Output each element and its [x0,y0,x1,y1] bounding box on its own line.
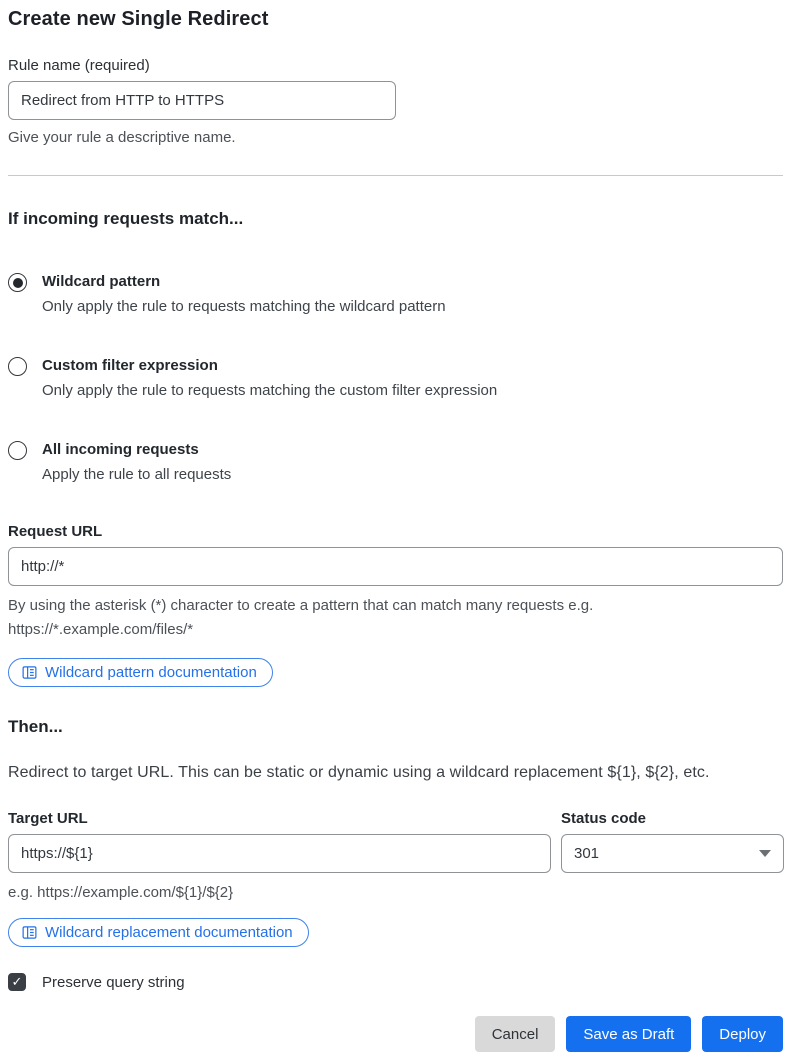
preserve-query-checkbox[interactable] [8,973,26,991]
chevron-down-icon [759,850,771,857]
target-row [8,810,783,947]
radio-description-all-requests: Apply the rule to all requests [42,466,232,483]
radio-button-all-requests[interactable] [8,441,27,460]
target-url-help: e.g. https://example.com/${1}/${2} [8,884,234,901]
check-icon: ✓ [11,974,23,989]
radio-description-custom-filter: Only apply the rule to requests matching the custom filter expression [42,382,498,399]
cancel-button[interactable]: Cancel [475,1016,556,1052]
request-url-help-line2: https://*.example.com/files/* [8,621,194,638]
rule-name-input[interactable] [8,81,396,120]
match-type-radio-group [8,271,783,487]
radio-description-wildcard-pattern: Only apply the rule to requests matching the wildcard pattern [42,298,446,315]
match-section-heading: If incoming requests match... [8,209,244,228]
then-section-description: Redirect to target URL. This can be static or dynamic using a wildcard replacement ${1}, ${2}, etc. [8,764,710,781]
request-url-block [8,523,783,687]
wildcard-pattern-doc-button[interactable] [8,658,273,687]
status-code-label: Status code [561,810,647,827]
deploy-button[interactable]: Deploy [702,1016,783,1052]
preserve-query-row[interactable] [8,973,783,991]
then-section-heading: Then... [8,717,63,736]
footer-actions [8,1016,783,1052]
wildcard-replacement-doc-button-label: Wildcard replacement documentation [45,923,293,941]
radio-label-wildcard-pattern[interactable]: Wildcard pattern [42,273,161,290]
request-url-help [8,594,783,642]
section-divider [8,175,783,176]
preserve-query-label[interactable]: Preserve query string [42,973,185,991]
book-icon [22,665,37,680]
request-url-input[interactable] [8,547,783,586]
radio-button-wildcard-pattern[interactable] [8,273,27,292]
status-code-select[interactable] [561,834,784,873]
radio-label-all-requests[interactable]: All incoming requests [42,441,199,458]
radio-button-custom-filter[interactable] [8,357,27,376]
request-url-label: Request URL [8,523,103,540]
status-code-selected-value: 301 [574,845,600,862]
rule-name-help: Give your rule a descriptive name. [8,129,236,146]
radio-label-custom-filter[interactable]: Custom filter expression [42,357,218,374]
wildcard-pattern-doc-button-label: Wildcard pattern documentation [45,663,257,681]
rule-name-label: Rule name (required) [8,57,150,74]
wildcard-replacement-doc-button[interactable] [8,918,309,947]
page-title: Create new Single Redirect [8,8,269,30]
status-code-block [561,810,784,873]
radio-option-custom-filter[interactable] [8,355,783,403]
request-url-help-line1: By using the asterisk (*) character to create a pattern that can match many requests e.g. [8,597,594,614]
radio-option-wildcard-pattern[interactable] [8,271,783,319]
book-icon [22,925,37,940]
target-url-input[interactable] [8,834,551,873]
target-url-block [8,810,551,947]
radio-option-all-requests[interactable] [8,439,783,487]
save-as-draft-button[interactable]: Save as Draft [566,1016,691,1052]
target-url-label: Target URL [8,810,88,827]
